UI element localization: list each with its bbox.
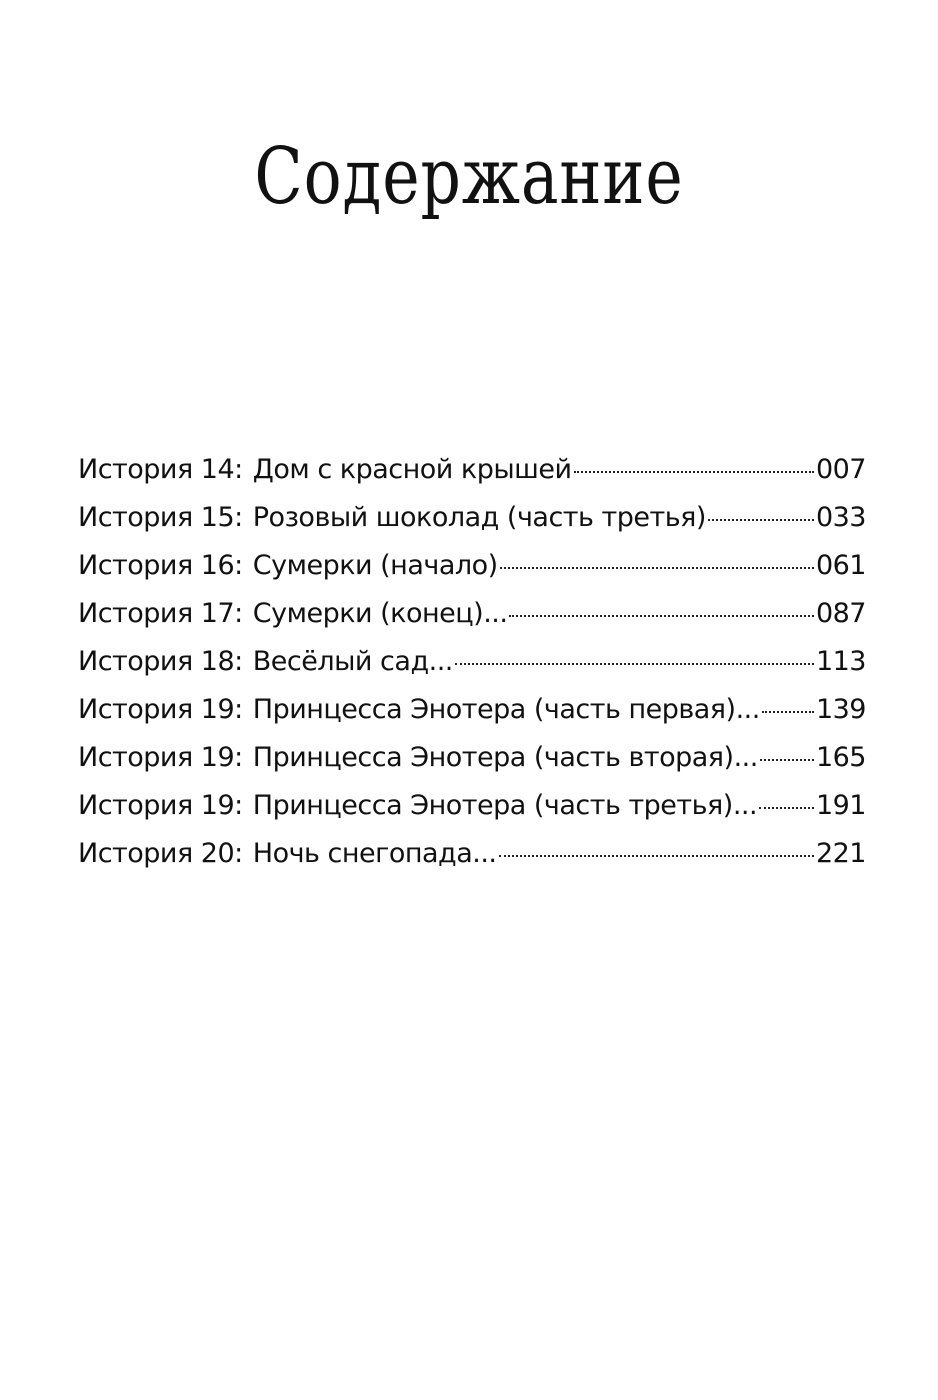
toc-entry (78, 502, 866, 550)
toc-entry-label: История 19: (78, 694, 243, 725)
toc-entry (78, 694, 866, 742)
toc-entry (78, 550, 866, 598)
page-title: Содержание (254, 132, 684, 222)
dot-leader (499, 855, 814, 857)
toc-entry-title: Принцесса Энотера (часть третья)... (252, 790, 758, 821)
toc-entry-label: История 16: (78, 550, 243, 581)
toc-entry-title: Весёлый сад... (252, 646, 453, 677)
toc-entry-label: История 19: (78, 742, 243, 773)
toc-entry-title: Принцесса Энотера (часть вторая)... (252, 742, 758, 773)
toc-entry-page: 139 (815, 694, 866, 725)
toc-entry-label: История 17: (78, 598, 243, 629)
toc-entry-title: Принцесса Энотера (часть первая)... (252, 694, 760, 725)
toc-entry-page: 191 (815, 790, 866, 821)
dot-leader (509, 615, 814, 617)
toc-entry-page: 113 (815, 646, 866, 677)
toc-entry (78, 454, 866, 502)
toc-entry-title: Сумерки (начало) (252, 550, 498, 581)
toc-entry-label: История 15: (78, 502, 243, 533)
dot-leader (500, 567, 814, 569)
toc-entry (78, 598, 866, 646)
toc-entry-label: История 14: (78, 454, 243, 485)
toc-entry-label: История 18: (78, 646, 243, 677)
toc-entry-page: 087 (815, 598, 866, 629)
toc-entry-page: 165 (815, 742, 866, 773)
toc-entry-title: Ночь снегопада... (252, 838, 497, 869)
toc-entry-title: Розовый шоколад (часть третья) (252, 502, 706, 533)
toc-entry-title: Дом с красной крышей (252, 454, 572, 485)
dot-leader (455, 663, 814, 665)
dot-leader (760, 759, 814, 761)
dot-leader (574, 471, 814, 473)
toc-entry-title: Сумерки (конец)... (252, 598, 508, 629)
dot-leader (708, 519, 814, 521)
toc-entry (78, 646, 866, 694)
toc-entry-page: 221 (815, 838, 866, 869)
dot-leader (762, 711, 814, 713)
toc-entry (78, 742, 866, 790)
toc-entry-page: 007 (815, 454, 866, 485)
toc-entry (78, 790, 866, 838)
toc-entry-page: 033 (815, 502, 866, 533)
toc-entry-label: История 19: (78, 790, 243, 821)
table-of-contents (78, 454, 866, 886)
toc-entry-label: История 20: (78, 838, 243, 869)
toc-entry-page: 061 (815, 550, 866, 581)
dot-leader (759, 807, 814, 809)
toc-entry (78, 838, 866, 886)
